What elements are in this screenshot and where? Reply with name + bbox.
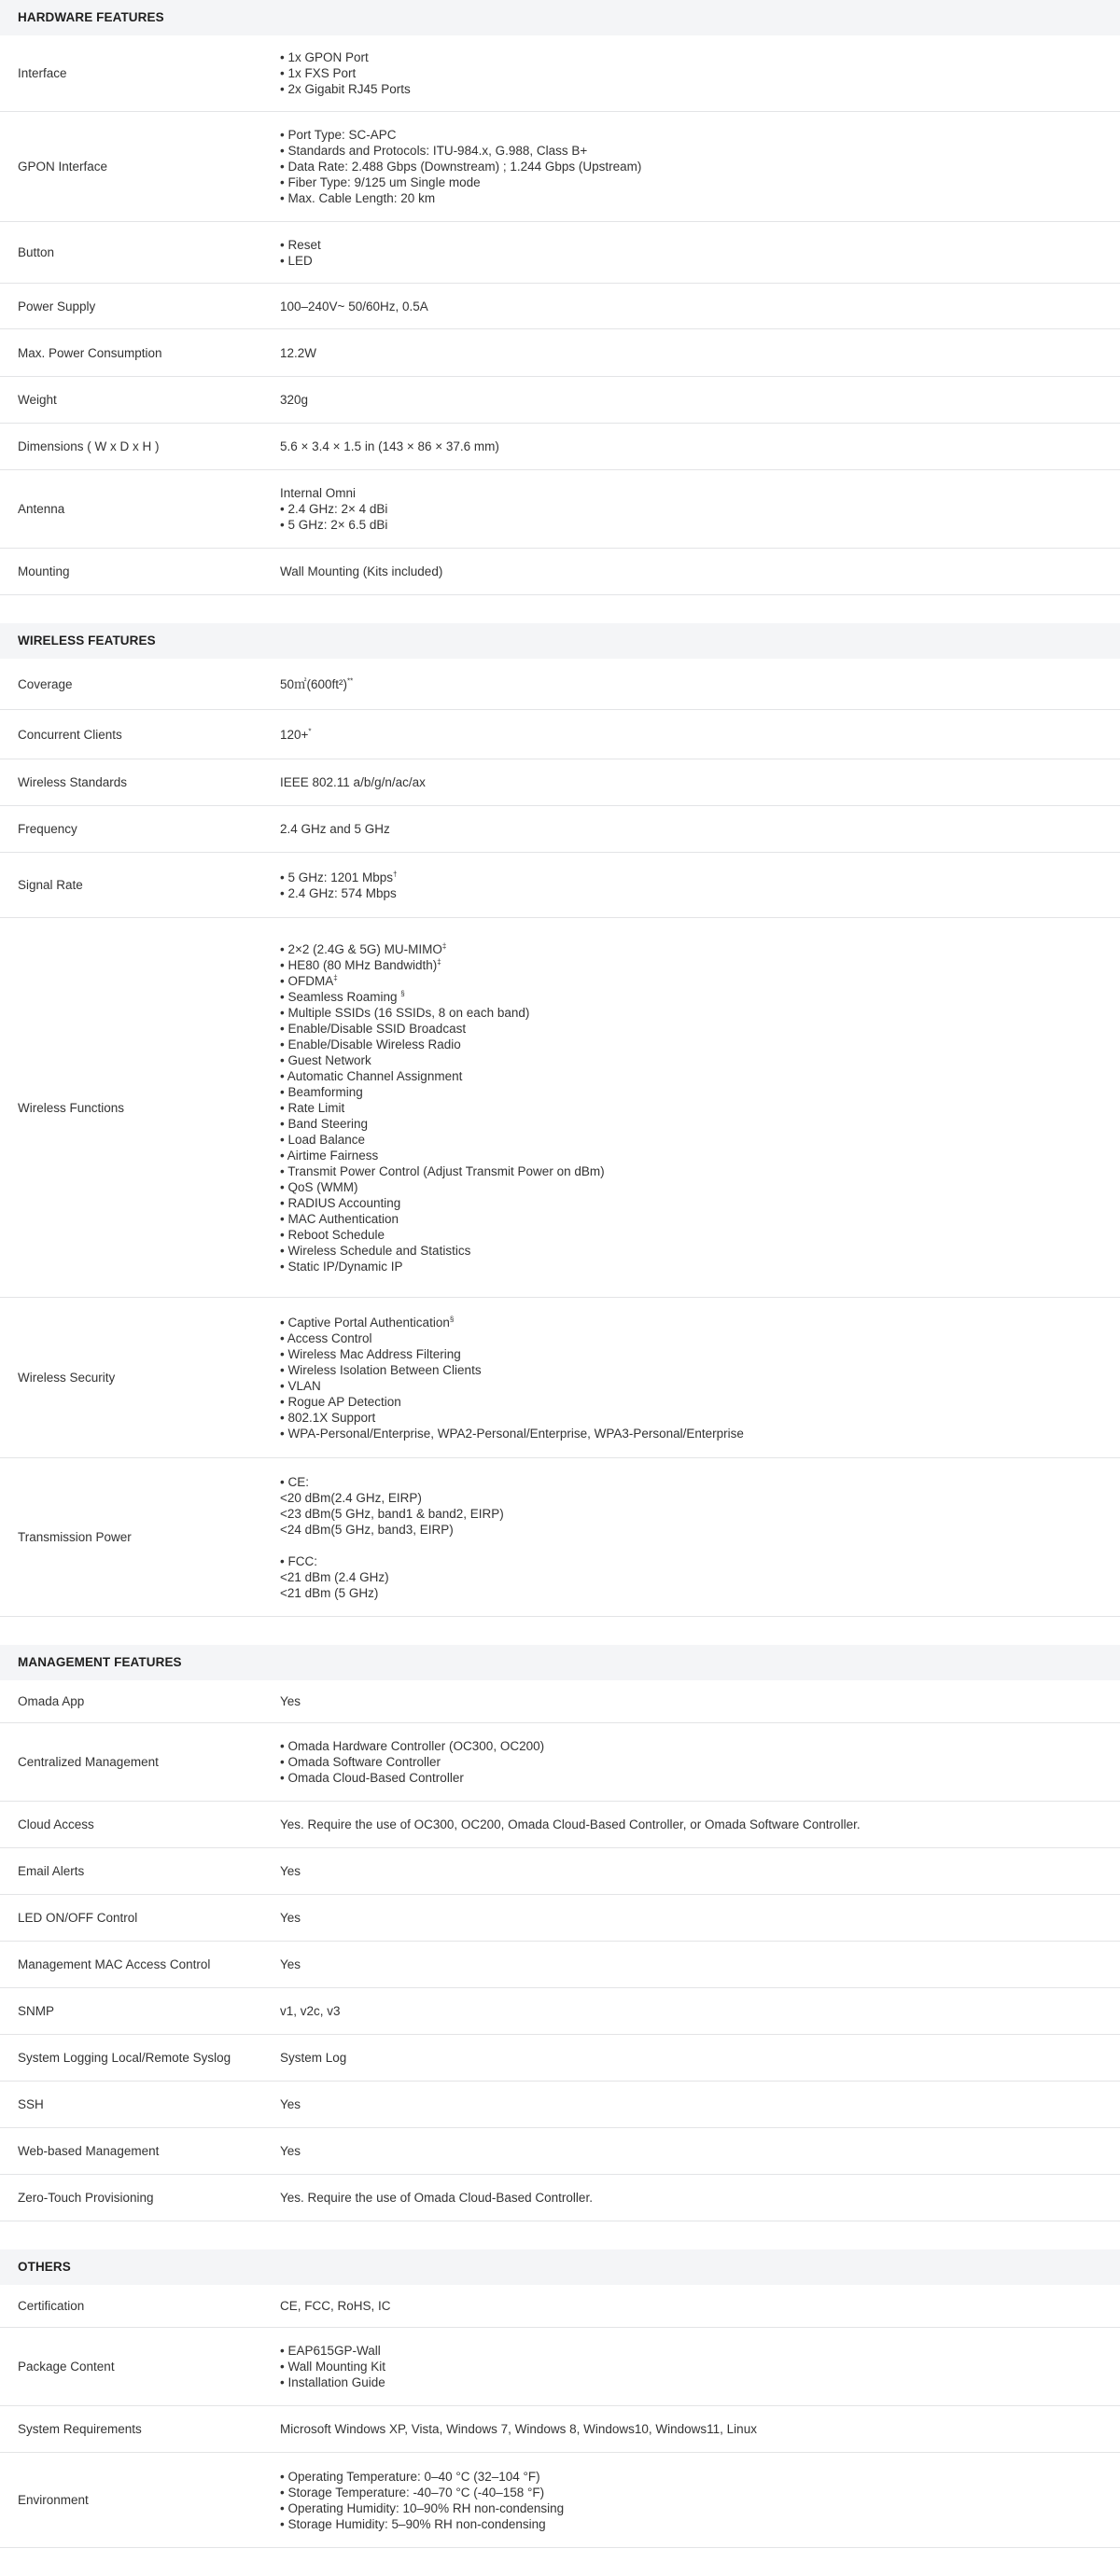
spec-value-line: Yes [280, 1864, 301, 1878]
spec-value-line [280, 1315, 1111, 1330]
spec-value-line: • Wireless Mac Address Filtering [280, 1346, 461, 1361]
spec-value [280, 1315, 1120, 1441]
spec-label: Management MAC Access Control [18, 1957, 211, 1971]
spec-value-line: Yes [280, 1694, 301, 1708]
spec-value [280, 1863, 1120, 1879]
spec-label: SNMP [18, 2004, 55, 2018]
spec-value-line: <21 dBm (2.4 GHz) [280, 1569, 389, 1584]
spec-value-line: 2.4 GHz and 5 GHz [280, 822, 390, 836]
spec-value-line: • Installation Guide [280, 2375, 385, 2389]
spec-value-line: • WPA-Personal/Enterprise, WPA2-Personal/Enterprise, WPA3-Personal/Enterprise [280, 1426, 744, 1441]
spec-value-line [280, 676, 1111, 692]
spec-value-line: • Storage Temperature: -40–70 °C (-40–158 °F) [280, 2485, 545, 2499]
spec-value-line: • Omada Cloud-Based Controller [280, 1771, 464, 1785]
spec-value-line: • Multiple SSIDs (16 SSIDs, 8 on each band) [280, 1005, 530, 1020]
spec-label: Email Alerts [18, 1864, 85, 1878]
spec-label: Web-based Management [18, 2144, 160, 2158]
spec-label: Button [18, 245, 55, 259]
spec-value-line: • QoS (WMM) [280, 1179, 358, 1194]
spec-value-line [280, 727, 1111, 743]
spec-value-line: • VLAN [280, 1378, 321, 1393]
spec-label: Interface [18, 66, 67, 80]
spec-value [280, 345, 1120, 361]
spec-value [280, 821, 1120, 837]
spec-value-line: • MAC Authentication [280, 1211, 399, 1226]
spec-label: Certification [18, 2299, 85, 2313]
spec-value [280, 2469, 1120, 2532]
spec-section [0, 2249, 1120, 2548]
spec-value-line: • Static IP/Dynamic IP [280, 1259, 403, 1274]
spec-value-line: • Wireless Schedule and Statistics [280, 1243, 471, 1258]
spec-label: Coverage [18, 676, 73, 691]
spec-row [0, 222, 1120, 284]
spec-value-text: • 5 GHz: 1201 Mbps [280, 870, 394, 884]
spec-value-line: • Fiber Type: 9/125 um Single mode [280, 175, 481, 189]
spec-value-line: IEEE 802.11 a/b/g/n/ac/ax [280, 775, 426, 789]
spec-value-line: • Guest Network [280, 1052, 371, 1067]
section-header: OTHERS [0, 2249, 1120, 2285]
spec-label: Wireless Security [18, 1371, 116, 1385]
spec-value-line: • Standards and Protocols: ITU-984.x, G.988, Class B+ [280, 144, 588, 158]
spec-row [0, 2406, 1120, 2453]
spec-value-line: 100–240V~ 50/60Hz, 0.5A [280, 299, 428, 313]
spec-value-line: Yes. Require the use of OC300, OC200, Omada Cloud-Based Controller, or Omada Software Controller. [280, 1817, 861, 1831]
spec-value-line: • Transmit Power Control (Adjust Transmit Power on dBm) [280, 1163, 605, 1178]
spec-row [0, 1942, 1120, 1988]
spec-label: Transmission Power [18, 1530, 132, 1544]
spec-row [0, 1895, 1120, 1942]
spec-row [0, 1723, 1120, 1802]
spec-row [0, 35, 1120, 112]
spec-value-line: • 1x FXS Port [280, 66, 357, 80]
spec-row [0, 759, 1120, 806]
spec-row [0, 329, 1120, 377]
spec-value-line: • Band Steering [280, 1116, 369, 1131]
spec-value-line: • Enable/Disable SSID Broadcast [280, 1021, 467, 1036]
spec-value-line: Yes [280, 1957, 301, 1971]
spec-value-line [280, 1538, 1111, 1553]
spec-value-line: System Log [280, 2051, 347, 2065]
spec-label: Dimensions ( W x D x H ) [18, 439, 160, 453]
spec-value-line [280, 957, 1111, 973]
spec-value-line: • Reset [280, 237, 321, 252]
spec-value [280, 485, 1120, 533]
spec-row [0, 710, 1120, 759]
spec-value-line: • 5 GHz: 2× 6.5 dBi [280, 518, 388, 532]
spec-value-line: Wall Mounting (Kits included) [280, 564, 443, 578]
spec-value-line: • Reboot Schedule [280, 1227, 385, 1242]
spec-value-text: 120+ [280, 727, 309, 742]
spec-label: Power Supply [18, 299, 96, 313]
spec-label: Signal Rate [18, 878, 83, 892]
spec-label: Wireless Standards [18, 775, 128, 789]
spec-value-line: 5.6 × 3.4 × 1.5 in (143 × 86 × 37.6 mm) [280, 439, 499, 453]
footnote-mark: ‡ [333, 973, 338, 982]
spec-value [280, 237, 1120, 269]
spec-value-line: • Load Balance [280, 1132, 366, 1147]
spec-row [0, 2453, 1120, 2548]
spec-value [280, 439, 1120, 454]
section-header: WIRELESS FEATURES [0, 623, 1120, 659]
spec-value [280, 2298, 1120, 2314]
spec-value [280, 2343, 1120, 2390]
spec-section [0, 1645, 1120, 2221]
spec-label: Omada App [18, 1694, 85, 1708]
spec-value-line [280, 973, 1111, 989]
spec-value-line: • CE: [280, 1474, 309, 1489]
footnote-mark: ** [347, 676, 354, 685]
spec-value-text: • Seamless Roaming [280, 989, 401, 1004]
spec-value-line: Microsoft Windows XP, Vista, Windows 7, Windows 8, Windows10, Windows11, Linux [280, 2422, 757, 2436]
spec-value-line [280, 941, 1111, 957]
spec-row [0, 1988, 1120, 2035]
spec-label: System Logging Local/Remote Syslog [18, 2051, 231, 2065]
spec-value-text: • HE80 (80 MHz Bandwidth) [280, 957, 438, 972]
spec-value [280, 1910, 1120, 1926]
footnote-mark: * [308, 727, 312, 735]
spec-value [280, 941, 1120, 1274]
footnote-mark: ‡ [437, 957, 441, 966]
spec-value-line: • 2.4 GHz: 2× 4 dBi [280, 502, 388, 516]
spec-value-line: • RADIUS Accounting [280, 1195, 401, 1210]
spec-section [0, 0, 1120, 595]
spec-row [0, 2082, 1120, 2128]
spec-value-line: • 1x GPON Port [280, 50, 369, 64]
spec-label: GPON Interface [18, 160, 108, 174]
spec-value-text: • OFDMA [280, 973, 334, 988]
spec-row [0, 659, 1120, 710]
spec-value-line: • Airtime Fairness [280, 1148, 379, 1163]
spec-value-line: • Wireless Isolation Between Clients [280, 1362, 482, 1377]
spec-value-line: • Storage Humidity: 5–90% RH non-condensing [280, 2516, 546, 2531]
spec-row [0, 806, 1120, 853]
spec-value-line: Yes [280, 2097, 301, 2111]
spec-label: Weight [18, 393, 57, 407]
spec-value [280, 1474, 1120, 1601]
spec-value-line: • Wall Mounting Kit [280, 2360, 386, 2374]
spec-label: SSH [18, 2097, 44, 2111]
spec-label: Max. Power Consumption [18, 345, 162, 360]
spec-value [280, 2050, 1120, 2066]
spec-value-line: Yes. Require the use of Omada Cloud-Based Controller. [280, 2191, 593, 2205]
spec-label: Environment [18, 2493, 89, 2507]
spec-value-line: • EAP615GP-Wall [280, 2344, 381, 2358]
spec-value-line: • 2.4 GHz: 574 Mbps [280, 885, 397, 900]
spec-value-line: • Port Type: SC-APC [280, 128, 397, 142]
spec-value-line: Yes [280, 2144, 301, 2158]
spec-label: LED ON/OFF Control [18, 1911, 138, 1925]
spec-value-line: • Omada Software Controller [280, 1755, 441, 1769]
spec-value-line [280, 989, 1111, 1005]
spec-value-line: Yes [280, 1911, 301, 1925]
spec-value [280, 2421, 1120, 2437]
spec-row [0, 377, 1120, 424]
spec-value-line: <21 dBm (5 GHz) [280, 1585, 379, 1600]
spec-row [0, 424, 1120, 470]
spec-value [280, 564, 1120, 579]
spec-value-line: • Operating Humidity: 10–90% RH non-condensing [280, 2500, 565, 2515]
spec-value-line: • Operating Temperature: 0–40 °C (32–104 °F) [280, 2469, 540, 2484]
spec-row [0, 853, 1120, 918]
spec-value-line: • Data Rate: 2.488 Gbps (Downstream) ; 1.244 Gbps (Upstream) [280, 160, 642, 174]
spec-value-text: • 2×2 (2.4G & 5G) MU-MIMO [280, 941, 442, 956]
spec-value [280, 127, 1120, 206]
spec-section [0, 623, 1120, 1617]
spec-row [0, 1680, 1120, 1723]
spec-value [280, 1817, 1120, 1832]
spec-value-line: • Rate Limit [280, 1100, 345, 1115]
spec-value-line: <23 dBm(5 GHz, band1 & band2, EIRP) [280, 1506, 504, 1521]
spec-value-line: • Max. Cable Length: 20 km [280, 191, 436, 205]
spec-row [0, 549, 1120, 595]
section-header: MANAGEMENT FEATURES [0, 1645, 1120, 1680]
spec-value-line: 12.2W [280, 345, 317, 360]
spec-value-text: 50㎡(600ft²) [280, 676, 348, 691]
spec-value [280, 2190, 1120, 2206]
spec-row [0, 1848, 1120, 1895]
spec-value-line: 320g [280, 393, 309, 407]
spec-value-line: • Access Control [280, 1330, 372, 1345]
spec-value [280, 1693, 1120, 1709]
spec-value [280, 870, 1120, 901]
spec-value [280, 299, 1120, 314]
spec-value [280, 1738, 1120, 1786]
footnote-mark: § [449, 1315, 455, 1323]
spec-value-line: • Automatic Channel Assignment [280, 1068, 463, 1083]
spec-value-line: • Rogue AP Detection [280, 1394, 401, 1409]
spec-value-line: <20 dBm(2.4 GHz, EIRP) [280, 1490, 422, 1505]
spec-value [280, 392, 1120, 408]
spec-value [280, 2096, 1120, 2112]
spec-row [0, 2128, 1120, 2175]
spec-value [280, 2143, 1120, 2159]
spec-value-line: v1, v2c, v3 [280, 2004, 341, 2018]
spec-value [280, 49, 1120, 97]
spec-value-line: • 802.1X Support [280, 1410, 376, 1425]
spec-value [280, 1956, 1120, 1972]
spec-label: Wireless Functions [18, 1100, 125, 1115]
spec-value-text: • Captive Portal Authentication [280, 1315, 450, 1330]
spec-value-line [280, 870, 1111, 885]
spec-value [280, 2003, 1120, 2019]
spec-row [0, 1458, 1120, 1617]
spec-value [280, 774, 1120, 790]
spec-value-line: CE, FCC, RoHS, IC [280, 2299, 391, 2313]
footnote-mark: † [393, 870, 398, 878]
spec-value-line: • FCC: [280, 1553, 317, 1568]
spec-row [0, 112, 1120, 222]
spec-value-line: • Omada Hardware Controller (OC300, OC200) [280, 1739, 545, 1753]
spec-row [0, 1298, 1120, 1458]
spec-value-line: • LED [280, 253, 313, 268]
spec-row [0, 1802, 1120, 1848]
footnote-mark: § [400, 989, 405, 997]
spec-value-line: • Beamforming [280, 1084, 363, 1099]
spec-value-line: Internal Omni [280, 486, 357, 500]
spec-label: System Requirements [18, 2422, 142, 2436]
spec-label: Mounting [18, 564, 70, 578]
spec-label: Antenna [18, 502, 65, 516]
spec-label: Frequency [18, 822, 77, 836]
spec-value-line: <24 dBm(5 GHz, band3, EIRP) [280, 1522, 454, 1537]
spec-row [0, 2175, 1120, 2221]
spec-label: Centralized Management [18, 1755, 159, 1769]
spec-row [0, 2035, 1120, 2082]
spec-row [0, 470, 1120, 549]
spec-value [280, 676, 1120, 692]
spec-value-line: • Enable/Disable Wireless Radio [280, 1037, 461, 1051]
spec-label: Zero-Touch Provisioning [18, 2191, 154, 2205]
spec-row [0, 918, 1120, 1298]
spec-row [0, 2328, 1120, 2406]
spec-label: Package Content [18, 2360, 115, 2374]
spec-value [280, 727, 1120, 743]
spec-label: Cloud Access [18, 1817, 94, 1831]
spec-row [0, 2285, 1120, 2328]
spec-value-line: • 2x Gigabit RJ45 Ports [280, 82, 411, 96]
spec-row [0, 284, 1120, 329]
footnote-mark: ‡ [441, 941, 447, 950]
section-header: HARDWARE FEATURES [0, 0, 1120, 35]
spec-label: Concurrent Clients [18, 727, 122, 742]
